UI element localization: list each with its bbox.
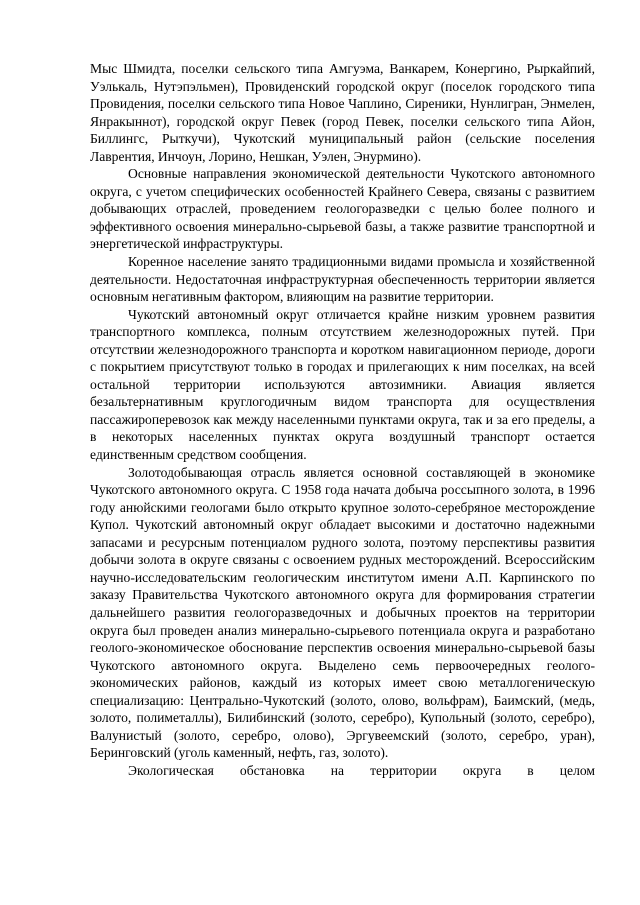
paragraph-transport: Чукотский автономный округ отличается крайне низким уровнем развития транспортного комплекса, полным отсутствием железнодорожных путей. При отсутствии железнодорожного транспорта и коротком навигационном периоде, дороги с покрытием присутствуют только в городах и прилегающих к ним поселках, на всей остальной территории используются автозимники. Авиация является безальтернативным круглогодичным видом транспорта для осуществления пассажироперевозок как между населенными пунктами округа, так и за его пределы, а в некоторых населенных пунктах округа воздушный транспорт остается единственным средством сообщения. bbox=[90, 306, 595, 463]
paragraph-gold-mining: Золотодобывающая отрасль является основной составляющей в экономике Чукотского автономного округа. С 1958 года начата добыча россыпного золота, в 1996 году анюйскими геологами было открыто крупное золото-серебряное месторождение Купол. Чукотский автономный округ обладает высокими и достаточно надежными запасами и ресурсным потенциалом рудного золота, поэтому перспективы развития добычи золота в округе связаны с освоением рудных месторождений. Всероссийским научно-исследовательским геологическим институтом имени А.П. Карпинского по заказу Правительства Чукотского автономного округа для формирования стратегии дальнейшего развития геологоразведочных и добычных проектов на территории округа был проведен анализ минерально-сырьевого потенциала округа и разработано геолого-экономическое обоснование перспектив освоения минерально-сырьевой базы Чукотского автономного округа. Выделено семь первоочередных геолого-экономических районов, каждый из которых имеет свою металлогеническую специализацию: Центрально-Чукотский (золото, олово, вольфрам), Баимский, (медь, золото, полиметаллы), Билибинский (золото, серебро), Купольный (золото, серебро), Валунистый (золото, серебро, олово), Эргувеемский (золото, серебро, уран), Беринговский (уголь каменный, нефть, газ, золото). bbox=[90, 464, 595, 761]
document-page bbox=[90, 60, 595, 779]
paragraph-economic-directions: Основные направления экономической деятельности Чукотского автономного округа, с учетом специфических особенностей Крайнего Севера, связаны с развитием добывающих отраслей, проведением геологоразведки с целью более полного и эффективного освоения минерально-сырьевой базы, а также развитие транспортной и энергетической инфраструктуры. bbox=[90, 166, 595, 252]
paragraph-settlements-list: Мыс Шмидта, поселки сельского типа Амгуэма, Ванкарем, Конергино, Рыркайпий, Уэлькаль, Нутэпэльмен), Провиденский городской округ (поселок городского типа Провидения, поселки сельского типа Новое Чаплино, Сиреники, Нунлигран, Энмелен, Янракыннот), городской округ Певек (город Певек, поселки сельского типа Айон, Биллингс, Рыткучи), Чукотский муниципальный район (сельские поселения Лаврентия, Инчоун, Лорино, Нешкан, Уэлен, Энурмино). bbox=[90, 61, 595, 164]
paragraph-indigenous-population: Коренное население занято традиционными видами промысла и хозяйственной деятельности. Недостаточная инфраструктурная обеспеченность территории является основным негативным фактором, влияющим на развитие территории. bbox=[90, 254, 595, 305]
paragraph-ecology: Экологическая обстановка на территории округа в целом bbox=[128, 762, 595, 778]
